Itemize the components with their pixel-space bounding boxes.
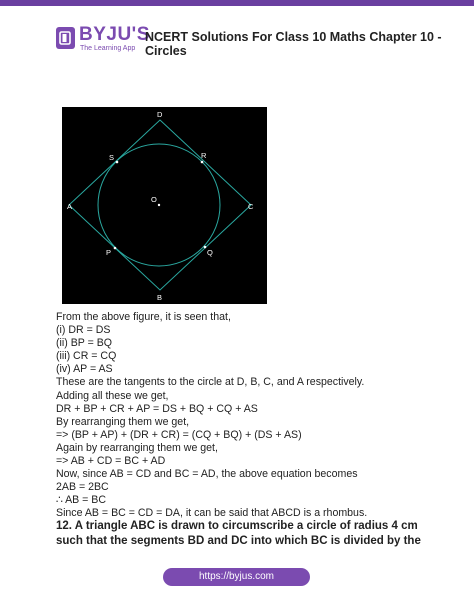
solution-line: Again by rearranging them we get, bbox=[56, 441, 218, 454]
brand-tagline: The Learning App bbox=[80, 45, 136, 52]
label-p: P bbox=[106, 248, 112, 257]
solution-text bbox=[56, 311, 436, 521]
solution-line: => AB + CD = BC + AD bbox=[56, 455, 166, 468]
solution-line: These are the tangents to the circle at D, B, C, and A respectively. bbox=[56, 376, 365, 389]
question-line: 12. A triangle ABC is drawn to circumscribe a circle of radius 4 cm bbox=[56, 520, 418, 532]
tangent-point-q bbox=[204, 246, 207, 249]
label-o: O bbox=[151, 195, 157, 204]
center-point-o bbox=[158, 204, 160, 206]
solution-line: From the above figure, it is seen that, bbox=[56, 311, 231, 323]
solution-line: ∴ AB = BC bbox=[56, 494, 107, 507]
label-b: B bbox=[157, 293, 163, 302]
top-accent-bar bbox=[0, 0, 474, 6]
question-12 bbox=[56, 519, 456, 549]
brand-name: BYJU'S bbox=[79, 24, 150, 45]
label-q: Q bbox=[207, 248, 213, 257]
label-a: A bbox=[67, 202, 73, 211]
label-c: C bbox=[248, 202, 254, 211]
solution-line: Adding all these we get, bbox=[56, 389, 169, 402]
question-line: such that the segments BD and DC into which BC is divided by the bbox=[56, 535, 421, 547]
label-d: D bbox=[157, 110, 163, 119]
solution-line: Since AB = BC = CD = DA, it can be said that ABCD is a rhombus. bbox=[56, 507, 368, 520]
solution-line: 2AB = 2BC bbox=[56, 481, 109, 494]
tangent-point-r bbox=[201, 161, 204, 164]
rhombus-circle-figure bbox=[62, 107, 267, 304]
solution-line: (ii) BP = BQ bbox=[56, 337, 113, 350]
solution-line: => (BP + AP) + (DR + CR) = (CQ + BQ) + (DS + AS) bbox=[56, 428, 302, 441]
label-r: R bbox=[201, 151, 207, 160]
tangent-point-p bbox=[114, 247, 117, 250]
page-title: NCERT Solutions For Class 10 Maths Chapter 10 - Circles bbox=[145, 30, 442, 58]
solution-line: (iii) CR = CQ bbox=[56, 350, 117, 363]
tangent-point-s bbox=[116, 161, 119, 164]
footer-link[interactable]: https://byjus.com bbox=[163, 568, 310, 586]
solution-line: Now, since AB = CD and BC = AD, the above equation becomes bbox=[56, 468, 358, 481]
label-s: S bbox=[109, 153, 115, 162]
solution-line: By rearranging them we get, bbox=[56, 415, 190, 428]
solution-line: (i) DR = DS bbox=[56, 324, 111, 337]
solution-line: (iv) AP = AS bbox=[56, 363, 113, 376]
solution-line: DR + BP + CR + AP = DS + BQ + CQ + AS bbox=[56, 402, 258, 415]
byjus-logo-icon bbox=[56, 27, 75, 49]
